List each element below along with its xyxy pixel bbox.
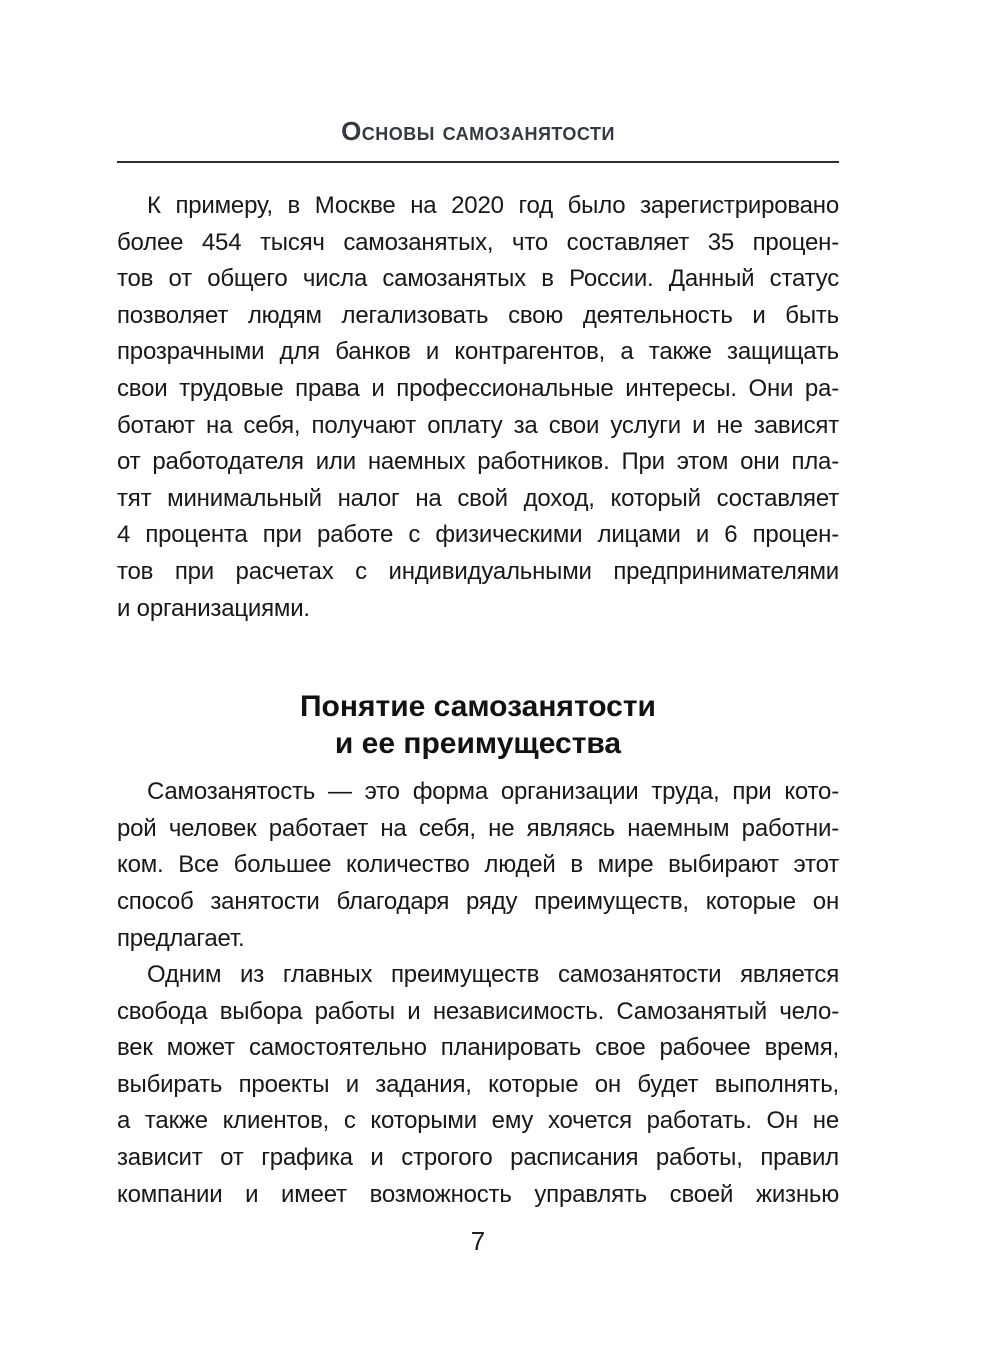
section-heading: [117, 688, 839, 762]
paragraph-advantages: [117, 957, 839, 1213]
text-line: а также клиентов, с которыми ему хочется работать. Он не: [117, 1107, 839, 1135]
text-line: и организациями.: [117, 594, 310, 622]
text-line: ботают на себя, получают оплату за свои услуги и не зависят: [117, 411, 839, 439]
text-line: позволяет людям легализовать свою деятельность и быть: [117, 301, 839, 329]
text-line: выбирать проекты и задания, которые он будет выполнять,: [117, 1070, 839, 1098]
text-line: 4 процента при работе с физическими лицами и 6 процен-: [117, 521, 839, 549]
text-line: Одним из главных преимуществ самозанятости является: [147, 961, 839, 989]
paragraph-intro: [117, 188, 839, 627]
running-head-title: Основы самозанятости: [341, 116, 615, 146]
text-line: прозрачными для банков и контрагентов, а также защищать: [117, 338, 839, 366]
text-line: рой человек работает на себя, не являясь наемным работни-: [117, 814, 839, 842]
header-rule: [117, 161, 839, 163]
text-line: компании и имеет возможность управлять своей жизнью: [117, 1180, 839, 1208]
text-line: Самозанятость — это форма организации труда, при кото-: [147, 778, 839, 806]
section-heading-line2: и ее преимущества: [334, 727, 622, 761]
text-line: тов при расчетах с индивидуальными предпринимателями: [117, 557, 839, 585]
paragraph-definition: [117, 774, 839, 957]
text-line: век может самостоятельно планировать свое рабочее время,: [117, 1034, 839, 1062]
text-line: К примеру, в Москве на 2020 год было зарегистрировано: [147, 192, 839, 219]
text-line: свои трудовые права и профессиональные интересы. Они ра-: [117, 374, 839, 402]
section-heading-line1: Понятие самозанятости: [299, 690, 656, 724]
text-line: зависит от графика и строгого расписания работы, правил: [117, 1144, 839, 1172]
text-line: ком. Все большее количество людей в мире выбирают этот: [117, 851, 839, 879]
text-line: от работодателя или наемных работников. При этом они пла-: [117, 448, 839, 476]
page-footer: [117, 1226, 839, 1257]
text-line: тов от общего числа самозанятых в России. Данный статус: [117, 265, 839, 293]
text-line: свобода выбора работы и независимость. Самозанятый чело-: [117, 997, 839, 1025]
page-content: [117, 188, 839, 1213]
running-header: [117, 0, 839, 163]
text-line: тят минимальный налог на свой доход, который составляет: [117, 484, 839, 512]
text-line: предлагает.: [117, 924, 245, 952]
text-line: способ занятости благодаря ряду преимуществ, которые он: [117, 887, 839, 915]
page-number: 7: [470, 1226, 486, 1257]
text-line: более 454 тысяч самозанятых, что составляет 35 процен-: [117, 228, 839, 256]
